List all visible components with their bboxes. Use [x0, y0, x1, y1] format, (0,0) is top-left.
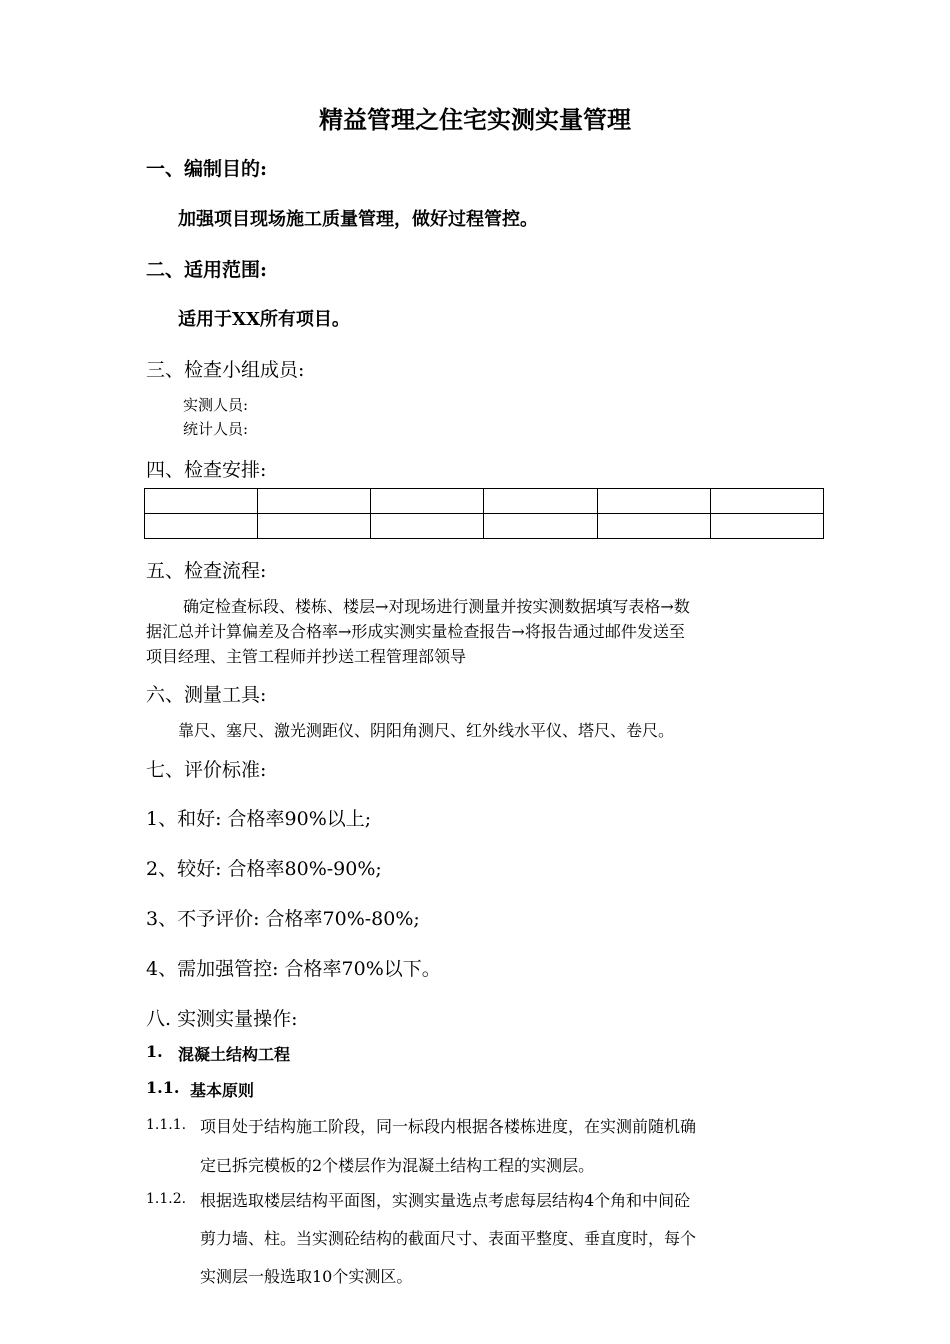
- criterion-2: 2、较好: 合格率80%-90%;: [146, 858, 382, 880]
- section-2-body: 适用于XX所有项目。: [178, 309, 350, 330]
- table-row: [145, 489, 824, 514]
- section-7-heading: 七、评价标准:: [146, 759, 267, 781]
- table-cell: [258, 514, 371, 539]
- section-5-heading: 五、检查流程:: [146, 560, 267, 582]
- table-cell: [371, 514, 484, 539]
- member-measurer: 实测人员:: [183, 396, 249, 414]
- section-6-heading: 六、测量工具:: [146, 684, 267, 706]
- subsection-1-title: 混凝土结构工程: [178, 1045, 291, 1064]
- process-line-3: 项目经理、主管工程师并抄送工程管理部领导: [146, 647, 467, 666]
- process-line-2: 据汇总并计算偏差及合格率→形成实测实量检查报告→将报告通过邮件发送至: [146, 622, 685, 641]
- page-title: 精益管理之住宅实测实量管理: [319, 105, 631, 134]
- table-cell: [710, 489, 823, 514]
- section-2-heading: 二、适用范围:: [146, 259, 268, 281]
- tools-list: 靠尺、塞尺、激光测距仪、阴阳角测尺、红外线水平仪、塔尺、卷尺。: [178, 721, 675, 740]
- subsection-1-1-number: 1.1.: [146, 1078, 180, 1097]
- table-cell: [710, 514, 823, 539]
- member-statistician: 统计人员:: [183, 420, 249, 438]
- section-4-heading: 四、检查安排:: [146, 459, 267, 481]
- table-cell: [145, 514, 258, 539]
- table-cell: [597, 489, 710, 514]
- criterion-4: 4、需加强管控: 合格率70%以下。: [146, 958, 441, 980]
- subsection-1-1-title: 基本原则: [190, 1081, 255, 1100]
- table-cell: [258, 489, 371, 514]
- subsection-1-number: 1.: [146, 1042, 163, 1061]
- clause-1-1-2-line-1: 根据选取楼层结构平面图，实测实量选点考虑每层结构4个角和中间砼: [200, 1191, 691, 1210]
- table-cell: [484, 489, 597, 514]
- table-cell: [597, 514, 710, 539]
- table-row: [145, 514, 824, 539]
- clause-1-1-1-line-2: 定已拆完模板的2个楼层作为混凝土结构工程的实测层。: [200, 1156, 595, 1175]
- section-1-body: 加强项目现场施工质量管理，做好过程管控。: [178, 209, 538, 230]
- clause-1-1-1-line-1: 项目处于结构施工阶段，同一标段内根据各楼栋进度，在实测前随机确: [200, 1117, 697, 1136]
- clause-1-1-2-line-2: 剪力墙、柱。当实测砼结构的截面尺寸、表面平整度、垂直度时，每个: [200, 1229, 697, 1248]
- section-8-heading: 八. 实测实量操作:: [146, 1008, 298, 1030]
- clause-1-1-2-number: 1.1.2.: [146, 1191, 187, 1207]
- section-1-heading: 一、编制目的:: [146, 158, 268, 180]
- table-cell: [145, 489, 258, 514]
- table-cell: [484, 514, 597, 539]
- clause-1-1-2-line-3: 实测层一般选取10个实测区。: [200, 1267, 413, 1286]
- section-3-heading: 三、检查小组成员:: [146, 359, 305, 381]
- table-cell: [371, 489, 484, 514]
- schedule-table: [144, 488, 824, 539]
- process-line-1: 确定检查标段、楼栋、楼层→对现场进行测量并按实测数据填写表格→数: [183, 597, 690, 616]
- clause-1-1-1-number: 1.1.1.: [146, 1117, 187, 1133]
- criterion-1: 1、和好: 合格率90%以上;: [146, 808, 372, 830]
- criterion-3: 3、不予评价: 合格率70%-80%;: [146, 908, 420, 930]
